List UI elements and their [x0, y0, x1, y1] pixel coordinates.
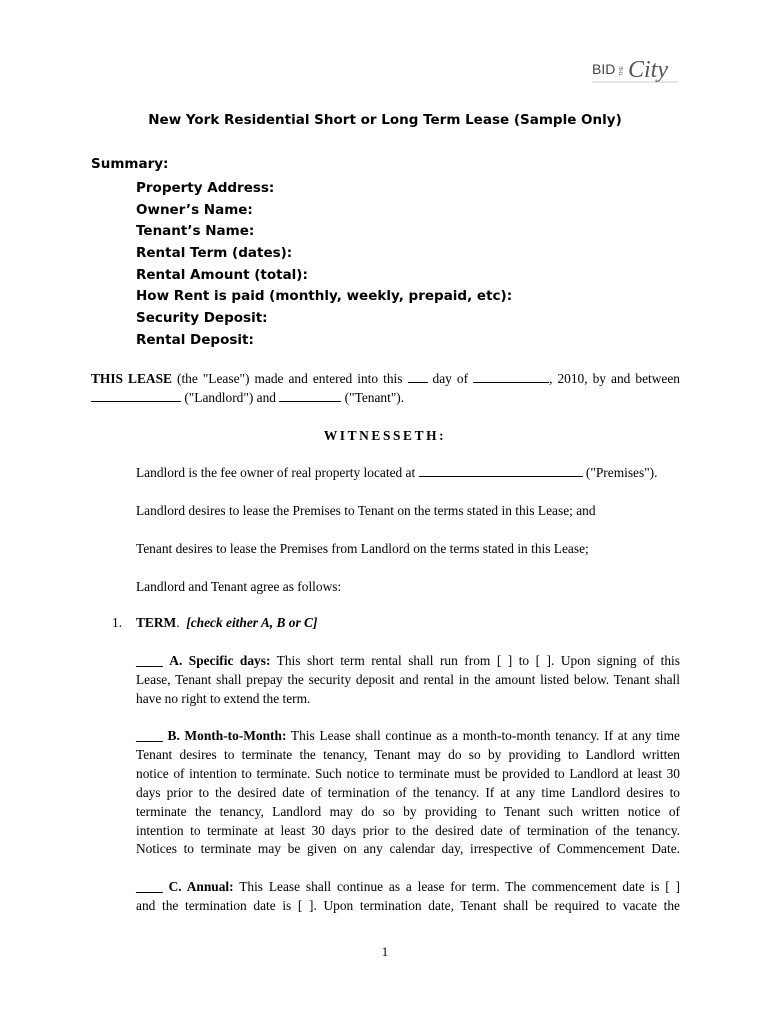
summary-field-tenants-name: Tenant’s Name: [136, 223, 255, 240]
day-blank [408, 371, 428, 383]
summary-fields [136, 178, 512, 352]
option-b-line-4: days prior to the desired date of termination of the tenancy. If at any time Landlord desires to [136, 784, 680, 800]
summary-field-security-deposit: Security Deposit: [136, 310, 268, 327]
option-b-paragraph [136, 727, 680, 859]
option-c-checkbox-blank[interactable]: ____ [136, 879, 163, 894]
document-title: New York Residential Short or Long Term Lease (Sample Only) [148, 112, 622, 128]
option-b-line-3: notice of intention to terminate. Such notice to terminate must be provided to Landlord at least 30 [136, 765, 680, 781]
recital-1-text-a: Landlord is the fee owner of real property located at [136, 465, 419, 480]
summary-field-rental-amount: Rental Amount (total): [136, 266, 308, 283]
summary-field-rental-term: Rental Term (dates): [136, 245, 293, 262]
premises-blank [419, 465, 583, 477]
summary-field-rent-payment: How Rent is paid (monthly, weekly, prepaid, etc): [136, 288, 513, 305]
intro-text-d: ("Landlord") and [181, 389, 280, 405]
intro-text-b: day of [427, 371, 474, 386]
option-c-label: C. Annual: [168, 879, 234, 894]
option-c-paragraph [136, 878, 680, 916]
bid-the-city-logo-mark [586, 50, 686, 90]
option-b-text-1: This Lease shall continue as a month-to-month tenancy. If at any time [286, 728, 680, 743]
option-a-text-1: This short term rental shall run from [ ] to [ ]. Upon signing of this [270, 653, 680, 668]
option-a-line-2: Lease, Tenant shall prepay the security deposit and rental in the amount listed below. Tenant shall [136, 671, 680, 687]
page-number: 1 [381, 944, 389, 959]
option-b-label: B. Month-to-Month: [167, 728, 287, 743]
summary-field-owners-name: Owner’s Name: [136, 201, 253, 218]
intro-lead: THIS LEASE [91, 371, 172, 386]
recital-4: Landlord and Tenant agree as follows: [136, 579, 342, 594]
company-logo [586, 50, 686, 90]
logo-text-the: THE [619, 66, 625, 76]
recital-1 [136, 464, 657, 483]
intro-text-e: ("Tenant"). [341, 389, 405, 405]
logo-text-bid: BID [592, 61, 616, 77]
option-b-line-2: Tenant desires to terminate the tenancy, Tenant may do so by providing to Landlord written [136, 746, 680, 762]
intro-line-1 [91, 370, 680, 389]
intro-line-2 [91, 389, 680, 408]
section-number: 1. [112, 615, 123, 630]
option-a-label: A. Specific days: [169, 653, 271, 668]
option-a-line-3: have no right to extend the term. [136, 690, 311, 706]
lease-intro-paragraph [91, 370, 680, 408]
section-title: TERM [136, 615, 177, 630]
section-heading: TERM. [check either A, B or C] [136, 615, 318, 630]
option-a-paragraph [136, 652, 680, 709]
intro-text-a: (the "Lease") made and entered into this [171, 371, 408, 386]
option-b-line-5: terminate the tenancy, Landlord may do so by providing to Tenant such written notice of [136, 803, 680, 819]
landlord-blank [91, 390, 181, 402]
summary-field-rental-deposit: Rental Deposit: [136, 331, 254, 348]
section-instruction: [check either A, B or C] [186, 615, 318, 630]
option-b-line-1 [136, 727, 680, 746]
recital-3: Tenant desires to lease the Premises from Landlord on the terms stated in this Lease; [136, 541, 589, 556]
recital-2: Landlord desires to lease the Premises to Tenant on the terms stated in this Lease; and [136, 503, 596, 518]
option-c-line-1 [136, 878, 680, 897]
option-a-line-1 [136, 652, 680, 671]
witnesseth-heading: WITNESSETH: [323, 428, 447, 443]
logo-text-city: City [628, 57, 668, 83]
summary-label: Summary: [91, 156, 169, 172]
option-b-checkbox-blank[interactable]: ____ [136, 728, 163, 743]
option-a-checkbox-blank[interactable]: ____ [136, 653, 163, 668]
option-b-line-7: Notices to terminate may be given on any calendar day, irrespective of Commencement Date. [136, 841, 680, 857]
month-blank [473, 371, 549, 383]
tenant-blank [279, 390, 341, 402]
option-c-text-1: This Lease shall continue as a lease for term. The commencement date is [ ] [233, 879, 680, 894]
summary-field-property-address: Property Address: [136, 180, 275, 196]
option-c-line-2: and the termination date is [ ]. Upon termination date, Tenant shall be required to vacate the [136, 897, 680, 913]
option-b-line-6: intention to terminate at least 30 days prior to the desired date of termination of the tenancy. [136, 822, 680, 838]
intro-text-c: , 2010, by and between [549, 371, 680, 386]
recital-1-text-b: ("Premises"). [582, 465, 658, 480]
